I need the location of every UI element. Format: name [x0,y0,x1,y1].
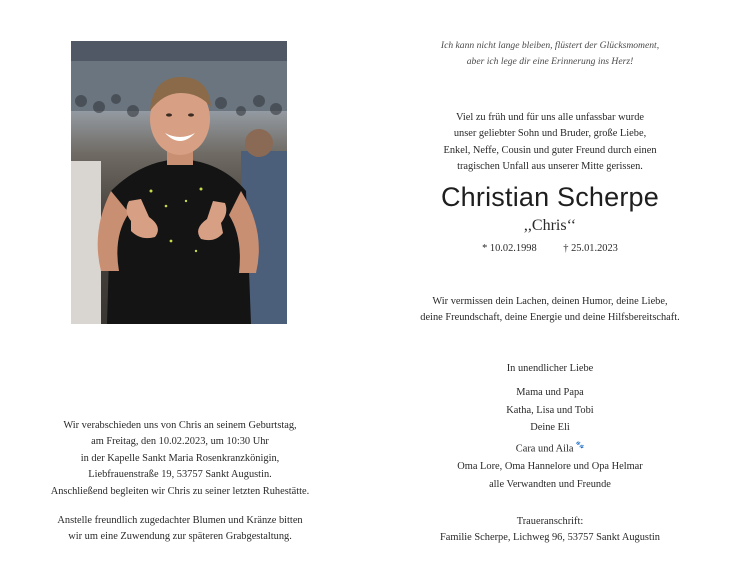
condolence-address [385,514,715,547]
intro-line: Viel zu früh und für uns alle unfassbar wurde [455,112,645,123]
funeral-service-info [20,418,340,500]
mourners-heading: In unendlicher Liebe [506,363,594,374]
service-line: Liebfrauenstraße 19, 53757 Sankt Augustin. [88,469,272,481]
portrait-photo [71,41,287,324]
mourner-line: Oma Lore, Oma Hannelore und Opa Helmar [457,461,643,473]
mourner-line: alle Verwandten und Freunde [489,479,611,491]
quote-line: Ich kann nicht lange bleiben, flüstert der Glücksmoment, [440,40,660,51]
donation-note [20,513,340,546]
address-text: Familie Scherpe, Lichweg 96, 53757 Sankt Augustin [440,532,660,544]
service-line: Anschließend begleiten wir Chris zu seiner letzten Ruhestätte. [50,485,310,497]
nickname: ,,Chris‘‘ [523,217,577,234]
donation-line: Anstelle freundlich zugedachter Blumen und Kränze bitten [57,515,303,526]
remembrance-line: Wir vermissen dein Lachen, deinen Humor, deine Liebe, [432,296,668,307]
portrait-illustration [71,41,287,324]
mourner-line: Katha, Lisa und Tobi [506,404,594,416]
service-line: Wir verabschieden uns von Chris an seinem Geburtstag, [63,420,297,431]
paw-prints-icon: 🐾 [575,441,585,450]
birth-date: * 10.02.1998 [482,243,537,254]
service-line: in der Kapelle Sankt Maria Rosenkranzkönigin, [80,452,280,464]
service-line: am Freitag, den 10.02.2023, um 10:30 Uhr [91,436,269,448]
intro-line: tragischen Unfall aus unserer Mitte gerissen. [457,161,643,173]
address-label: Traueranschrift: [516,516,584,527]
remembrance-line: deine Freundschaft, deine Energie und deine Hilfsbereitschaft. [420,312,680,324]
life-dates [385,241,715,257]
donation-line: wir um eine Zuwendung zur späteren Grabgestaltung. [68,531,292,543]
quote-line: aber ich lege dir eine Erinnerung ins Herz! [466,56,634,67]
remembrance-text [385,294,715,327]
intro-line: unser geliebter Sohn und Bruder, große Liebe, [453,128,647,140]
mourner-line-pets [385,437,715,458]
deceased-name: Christian Scherpe [440,182,659,212]
quote [385,38,715,70]
death-date: † 25.01.2023 [563,243,618,254]
mourner-line: Deine Eli [530,422,570,434]
intro-line: Enkel, Neffe, Cousin und guter Freund durch einen [443,144,657,156]
mourner-line: Mama und Papa [516,386,584,398]
intro-text [385,110,715,176]
mourner-line: Cara und Aila [515,443,574,455]
mourners-list [385,360,715,494]
